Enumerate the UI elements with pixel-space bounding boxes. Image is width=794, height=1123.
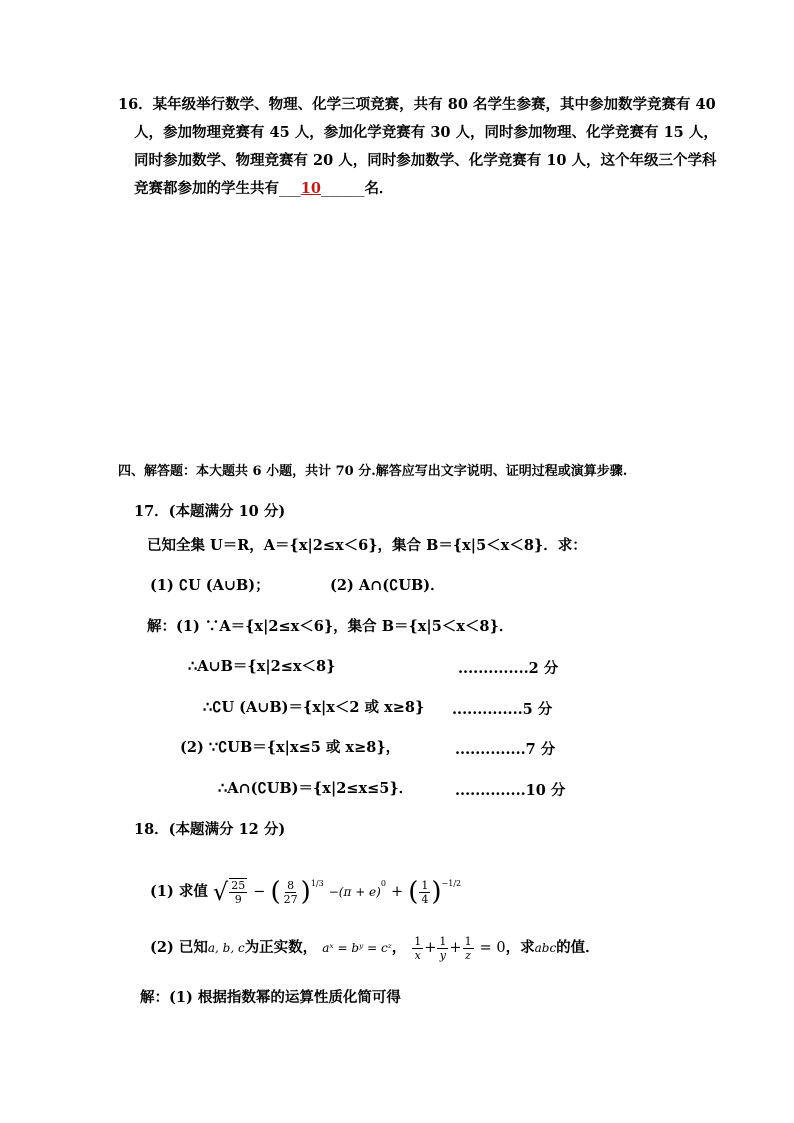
fraction-numerator: 25 bbox=[231, 879, 246, 892]
q17-step-4-score: ..............10 分 bbox=[455, 782, 566, 799]
fraction-numerator: 1 bbox=[439, 934, 447, 948]
q17-step-3: (2) ∵∁UB＝{x|x≤5 或 x≥8}， bbox=[180, 739, 401, 756]
fraction-denominator: y bbox=[439, 948, 447, 962]
q16-line-4 bbox=[134, 179, 393, 199]
q18-part-1-label: (1) 求值 bbox=[150, 883, 208, 900]
ask-text: ，求 bbox=[505, 939, 535, 956]
fraction-numerator: 1 bbox=[421, 878, 429, 892]
fraction-denominator: 4 bbox=[421, 892, 429, 906]
q18-heading: 18．(本题满分 12 分) bbox=[134, 821, 286, 838]
answer-blank-left: ___ bbox=[279, 181, 301, 197]
q18-part-2-mid: 为正实数， bbox=[244, 939, 318, 956]
minus-sign: − bbox=[253, 884, 266, 900]
sqrt-expression: √ $\frac{25}{9}$ bbox=[212, 878, 246, 906]
plus-sign: + bbox=[424, 940, 437, 956]
comma: ， bbox=[391, 939, 407, 956]
fraction-1-4 bbox=[419, 879, 430, 906]
fraction-numerator: 1 bbox=[414, 934, 422, 948]
plus-sign: + bbox=[391, 884, 404, 900]
fraction-denominator: x bbox=[414, 948, 421, 962]
q17-step-1: ∴A∪B＝{x|2≤x＜8} bbox=[188, 658, 336, 675]
fraction-denominator: z bbox=[465, 948, 471, 962]
pi-plus-e-term: −(π + e) bbox=[328, 885, 381, 899]
q17-step-4: ∴A∩(∁UB)＝{x|2≤x≤5}． bbox=[218, 780, 414, 797]
q18-part-2 bbox=[150, 928, 600, 968]
answer-blank-right: ______ bbox=[320, 181, 365, 197]
q17-step-2-score: ..............5 分 bbox=[452, 701, 553, 718]
exponent-one-third: 1/3 bbox=[310, 879, 324, 888]
fraction-numerator: 1 bbox=[464, 934, 472, 948]
power-equation: aˣ = bʸ = cᶻ bbox=[322, 941, 392, 955]
q17-solution-intro: 解：(1) ∵A＝{x|2≤x＜6}，集合 B＝{x|5＜x＜8}． bbox=[147, 618, 514, 635]
fraction-denominator: 27 bbox=[283, 892, 298, 906]
exponent-zero: 0 bbox=[380, 879, 386, 888]
abc-product: abc bbox=[534, 941, 557, 955]
q17-step-1-score: ..............2 分 bbox=[458, 660, 559, 677]
q16-line-4-suffix: 名． bbox=[364, 180, 394, 197]
q17-heading: 17．(本题满分 10 分) bbox=[134, 503, 286, 520]
section-4-heading: 四、解答题：本大题共 6 小题，共计 70 分.解答应写出文字说明、证明过程或演算步骤. bbox=[118, 464, 628, 479]
q17-part-2: (2) A∩(∁UB)． bbox=[330, 577, 445, 594]
variables-abc: a, b, c bbox=[207, 941, 245, 955]
equals-zero: = 0 bbox=[479, 940, 506, 956]
sqrt-fraction bbox=[229, 878, 247, 906]
q16-line-4-prefix: 竞赛都参加的学生共有 bbox=[134, 180, 279, 197]
q17-step-2: ∴∁U (A∪B)＝{x|x＜2 或 x≥8} bbox=[203, 699, 425, 716]
q16-line-2: 人，参加物理竞赛有 45 人，参加化学竞赛有 30 人，同时参加物理、化学竞赛有 15 人， bbox=[134, 124, 718, 141]
exponent-minus-half: −1/2 bbox=[441, 879, 462, 888]
fraction-8-27 bbox=[282, 879, 300, 906]
q18-part-1: (1) 求值 √ $\frac{25}{9}$ − ( $\frac{8}{27}$ )$^{1/3} -(\pi + e)^0$ + ( $\frac{1}{4}$ )$^{-1/2}$ bbox=[150, 862, 461, 906]
q16-line-3: 同时参加数学、物理竞赛有 20 人，同时参加数学、化学竞赛有 10 人，这个年级三个学科 bbox=[134, 152, 717, 169]
q17-part-1: (1) ∁U (A∪B)； bbox=[150, 577, 270, 594]
q17-given: 已知全集 U＝R，A＝{x|2≤x＜6}，集合 B＝{x|5＜x＜8}．求： bbox=[147, 537, 587, 554]
q17-step-3-score: ..............7 分 bbox=[455, 741, 556, 758]
fraction-1-over-y bbox=[437, 935, 448, 962]
fraction-1-over-x bbox=[412, 935, 423, 962]
fraction-numerator: 8 bbox=[287, 878, 295, 892]
q18-solution-intro: 解：(1) 根据指数幂的运算性质化简可得 bbox=[140, 989, 401, 1006]
q18-part-2-end: 的值． bbox=[556, 939, 600, 956]
fraction-1-over-z bbox=[463, 935, 474, 962]
plus-sign: + bbox=[449, 940, 462, 956]
fraction-denominator: 9 bbox=[234, 893, 242, 906]
q16-line-1: 16．某年级举行数学、物理、化学三项竞赛，共有 80 名学生参赛，其中参加数学竞赛有 40 bbox=[118, 96, 716, 113]
q18-part-2-label: (2) 已知 bbox=[150, 939, 208, 956]
answer-value: 10 bbox=[300, 180, 321, 197]
